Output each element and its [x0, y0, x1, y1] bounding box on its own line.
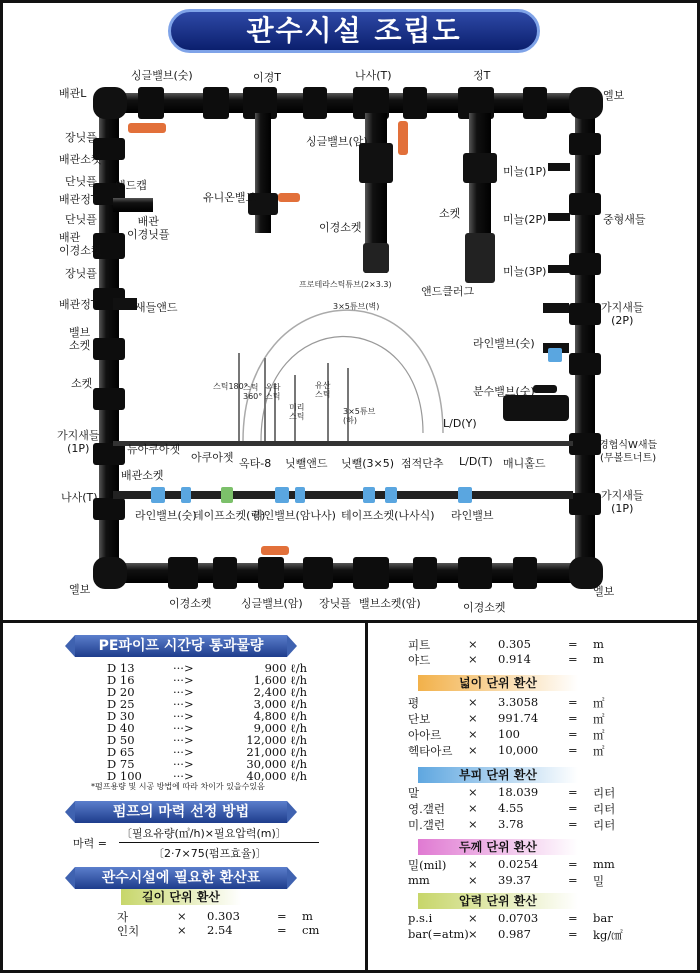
conv-factor: 0.305 [498, 637, 531, 651]
conv-factor: 0.914 [498, 652, 531, 666]
flow-row [107, 721, 307, 733]
conv-equals: = [568, 801, 578, 815]
conversion-row [408, 927, 628, 941]
label-tube: 프로테라스틱튜브(2×3.3) [299, 280, 392, 289]
label-elbow-bottom-right: 엘보 [593, 585, 615, 598]
pump-title: 펌프의 마력 선정 방법 [75, 801, 287, 823]
label-screw-tee-left: 나사(T) [61, 491, 98, 504]
assembly-diagram [3, 3, 697, 615]
conv-factor: 3.3058 [498, 695, 539, 709]
conv-equals: = [568, 711, 578, 725]
flow-arrow: ···> [173, 673, 194, 687]
flow-value: 21,000 ℓ/h [246, 745, 307, 759]
conv-result: ㎡ [593, 728, 605, 742]
label-short-nipple-1: 단닛플 [65, 175, 97, 188]
conv-unit: 피트 [408, 638, 431, 652]
conv-equals: = [568, 695, 578, 709]
conv-factor: 100 [498, 727, 520, 741]
conv-result: kg/㎠ [593, 928, 623, 942]
conversion-row [117, 909, 337, 923]
flow-arrow: ···> [173, 769, 194, 783]
conv-factor: 18.039 [498, 785, 539, 799]
conv-factor: 3.78 [498, 817, 524, 831]
conv-unit: 말 [408, 786, 420, 800]
diagram-title: 관수시설 조립도 [168, 9, 540, 53]
label-aquajet: 아쿠아젯 [191, 451, 234, 464]
conv-equals: = [568, 873, 578, 887]
label-compression-saddle: 경협식W새들 (무볼트너트) [599, 440, 658, 464]
conv-unit: 헥타아르 [408, 744, 453, 758]
conv-result: ㎡ [593, 696, 605, 710]
conv-equals: = [568, 857, 578, 871]
label-pipe-l: 배관L [59, 87, 87, 100]
label-reducer-tee: 이경T [253, 71, 281, 84]
conv-result: m [593, 652, 604, 666]
conv-factor: 991.74 [498, 711, 539, 725]
label-reducer-socket-bl: 이경소켓 [169, 597, 212, 610]
label-elbow-top-right: 엘보 [603, 89, 625, 102]
label-line-valve-m: 라인밸브(숫) [473, 337, 535, 350]
flow-value: 12,000 ℓ/h [246, 733, 307, 747]
saddle-end-branch [113, 298, 137, 310]
label-equal-tee: 정T [473, 69, 491, 82]
label-tape-socket-screw: 테이프소켓(나사식) [341, 509, 435, 522]
elbow-top-left [93, 87, 127, 119]
label-valve-socket: 밸브 소켓 [69, 326, 91, 352]
conversion-row [408, 817, 628, 831]
mist-branches [543, 163, 570, 353]
label-pipe-reducer-socket: 배관 이경소켓 [59, 231, 102, 257]
flow-size: D 100 [107, 769, 142, 783]
flow-value: 3,000 ℓ/h [253, 697, 307, 711]
flow-row [107, 733, 307, 745]
flow-row [107, 685, 307, 697]
label-screw-tee: 나사(T) [355, 69, 392, 82]
flow-value: 4,800 ℓ/h [253, 709, 307, 723]
flow-row [107, 769, 307, 781]
label-sprinkler-valve: 분수밸브(숫) [473, 385, 535, 398]
pump-numerator: 〔필요유량(㎥/h)×필요압력(m)〕 [121, 827, 287, 840]
label-stick-360: 스틱 360° [243, 383, 263, 401]
single-valve-f-handle [398, 121, 408, 155]
conv-factor: 0.0254 [498, 857, 539, 871]
conv-factor: 0.0703 [498, 911, 539, 925]
conv-equals: = [568, 927, 578, 941]
label-nipple-3x5: 닛뺄(3×5) [341, 457, 395, 470]
flow-size: D 75 [107, 757, 135, 771]
flow-value: 900 ℓ/h [264, 661, 307, 675]
label-sprinkler-stick: 유산 스틱 [315, 381, 331, 399]
flow-size: D 50 [107, 733, 135, 747]
reference-tables [3, 620, 697, 970]
label-ld-t: L/D(T) [459, 455, 493, 468]
conv-result: bar [593, 911, 613, 925]
tube-arc-inner [261, 336, 423, 441]
conversion-row [408, 727, 628, 741]
conversion-row [408, 711, 628, 725]
label-union-valve: 유니온밸브 [203, 191, 257, 204]
flow-value: 40,000 ℓ/h [246, 769, 307, 783]
conv-equals: = [568, 911, 578, 925]
fraction-bar [119, 842, 319, 843]
area-title: 넓이 단위 환산 [418, 675, 578, 691]
conv-unit: p.s.i [408, 911, 433, 925]
label-ld-y: L/D(Y) [443, 417, 477, 430]
flow-value: 2,400 ℓ/h [253, 685, 307, 699]
conv-unit: bar(=atm) [408, 927, 469, 941]
conv-unit: 인치 [117, 924, 140, 938]
flow-row [107, 697, 307, 709]
conv-result: cm [302, 923, 320, 937]
label-reducer-socket-br: 이경소켓 [463, 601, 506, 614]
label-branch-saddle-1p-left: 가지새들 (1P) [57, 429, 100, 455]
conv-unit: 영.갤런 [408, 802, 445, 816]
conv-unit: 밀(mil) [408, 858, 447, 872]
label-pipe-tee-2: 배관정T [59, 298, 98, 311]
flow-size: D 20 [107, 685, 135, 699]
conv-times: × [468, 927, 478, 941]
label-mist-stick: 미리 스틱 [289, 403, 305, 421]
pump-lhs: 마력 = [73, 837, 107, 850]
conv-equals: = [568, 727, 578, 741]
conversion-row [408, 637, 628, 651]
flow-value: 1,600 ℓ/h [253, 673, 307, 687]
flow-row [107, 673, 307, 685]
line-connectors [151, 348, 562, 503]
conv-unit: 야드 [408, 653, 431, 667]
conversion-row [408, 801, 628, 815]
conv-times: × [468, 637, 478, 651]
conv-equals: = [568, 652, 578, 666]
thickness-title: 두께 단위 환산 [418, 839, 578, 855]
conv-result: m [302, 909, 313, 923]
label-long-nipple-2: 장닛플 [65, 267, 97, 280]
volume-title: 부피 단위 환산 [418, 767, 578, 783]
conv-times: × [468, 873, 478, 887]
label-saddle-end: 새들앤드 [135, 301, 178, 314]
conversion-row [408, 873, 628, 887]
length-title: 길이 단위 환산 [121, 889, 241, 905]
conv-factor: 2.54 [207, 923, 233, 937]
conv-result: ㎡ [593, 744, 605, 758]
flow-arrow: ···> [173, 709, 194, 723]
conv-equals: = [277, 909, 287, 923]
conv-times: × [468, 911, 478, 925]
flow-size: D 40 [107, 721, 135, 735]
conv-times: × [468, 817, 478, 831]
conv-times: × [468, 785, 478, 799]
conv-equals: = [568, 637, 578, 651]
conversion-row [408, 911, 628, 925]
label-single-valve-f: 싱글밸브(암) [306, 135, 368, 148]
conv-result: mm [593, 857, 615, 871]
label-pipe-tee-1: 배관정T [59, 193, 98, 206]
elbow-top-right [569, 87, 603, 119]
label-nipple-end: 닛뺄앤드 [285, 457, 328, 470]
flow-value: 30,000 ℓ/h [246, 757, 307, 771]
label-octa-8: 옥타-8 [239, 457, 272, 470]
label-long-nipple-bottom: 장닛플 [319, 597, 351, 610]
label-end-cap: 앤드캡 [115, 179, 147, 192]
label-single-valve-m: 싱글밸브(숫) [131, 69, 193, 82]
label-stick-180: 스틱180° [213, 382, 248, 391]
flow-arrow: ···> [173, 685, 194, 699]
single-valve-m-handle [128, 123, 166, 133]
flow-arrow: ···> [173, 697, 194, 711]
conv-unit: mm [408, 873, 430, 887]
flow-row [107, 661, 307, 673]
right-panel [365, 623, 697, 973]
label-pipe-reducer-nipple: 배관 이경닛플 [127, 215, 170, 241]
label-long-nipple-1: 장닛플 [65, 131, 97, 144]
flow-arrow: ···> [173, 757, 194, 771]
conv-unit: 자 [117, 910, 129, 924]
conv-times: × [468, 695, 478, 709]
flow-table-title: PE파이프 시간당 통과물량 [75, 635, 287, 657]
label-mid-saddle: 중형새들 [603, 213, 646, 226]
conv-factor: 0.987 [498, 927, 531, 941]
flow-arrow: ···> [173, 745, 194, 759]
flow-arrow: ···> [173, 733, 194, 747]
bottom-single-valve-handle [261, 546, 289, 555]
label-new-aquajet: 뉴아쿠아젯 [127, 443, 181, 456]
flow-size: D 30 [107, 709, 135, 723]
flow-size: D 25 [107, 697, 135, 711]
conversion-row [408, 743, 628, 757]
conv-times: × [177, 909, 187, 923]
flow-size: D 13 [107, 661, 135, 675]
conversion-title: 관수시설에 필요한 환산표 [75, 867, 287, 889]
flow-size: D 16 [107, 673, 135, 687]
label-tube-2: 3×5튜브(벽) [333, 302, 380, 311]
label-tube-3x5: 3×5튜브 (하) [343, 407, 376, 425]
conv-result: 리터 [593, 786, 616, 800]
flow-size: D 65 [107, 745, 135, 759]
conversion-row [408, 652, 628, 666]
conv-times: × [468, 857, 478, 871]
label-line-valve-f: 라인밸브(암나사) [253, 509, 336, 522]
label-socket-left: 소켓 [71, 377, 93, 390]
label-pipe-socket-2: 배관소켓 [121, 469, 164, 482]
conv-unit: 아아르 [408, 728, 442, 742]
label-valve-socket-f: 밸브소켓(암) [359, 597, 421, 610]
flow-row [107, 757, 307, 769]
label-manifold: 매니홀드 [503, 457, 546, 470]
label-elbow-bottom-left: 엘보 [69, 583, 91, 596]
elbow-bottom-left [93, 557, 127, 589]
conv-equals: = [568, 743, 578, 757]
conv-equals: = [277, 923, 287, 937]
conv-result: ㎡ [593, 712, 605, 726]
conv-times: × [468, 801, 478, 815]
conv-factor: 39.37 [498, 873, 531, 887]
label-branch-saddle-1p-right: 가지새들 (1P) [601, 489, 644, 515]
label-single-valve-f-bottom: 싱글밸브(암) [241, 597, 303, 610]
conv-result: 리터 [593, 802, 616, 816]
conv-result: 밀 [593, 874, 605, 888]
label-line-valve-m2: 라인밸브(숫) [135, 509, 197, 522]
flow-note: *펌프용량 및 시공 방법에 따라 차이가 있을수있음 [91, 782, 265, 791]
conversion-row [117, 923, 337, 937]
conversion-row [408, 695, 628, 709]
conv-times: × [177, 923, 187, 937]
conv-factor: 0.303 [207, 909, 240, 923]
distribution-line-1 [113, 441, 573, 446]
conv-unit: 평 [408, 696, 420, 710]
label-mist-3p: 미늘(3P) [503, 265, 547, 278]
label-mist-1p: 미늘(1P) [503, 165, 547, 178]
conv-equals: = [568, 817, 578, 831]
flow-row [107, 709, 307, 721]
label-end-coupler: 앤드클러그 [421, 285, 475, 298]
flow-arrow: ···> [173, 661, 194, 675]
pump-denominator: 〔2·7×75(펌프효율)〕 [153, 847, 267, 860]
conv-times: × [468, 727, 478, 741]
label-tape-socket-ring: 테이프소켓(링) [193, 509, 266, 522]
flow-arrow: ···> [173, 721, 194, 735]
conv-factor: 4.55 [498, 801, 524, 815]
flow-value: 9,000 ℓ/h [253, 721, 307, 735]
conv-times: × [468, 711, 478, 725]
label-mist-2p: 미늘(2P) [503, 213, 547, 226]
conversion-row [408, 857, 628, 871]
label-octa-stick: 옥타 스틱 [265, 383, 281, 401]
label-short-nipple-2: 단닛플 [65, 213, 97, 226]
conv-unit: 미.갤런 [408, 818, 445, 832]
label-socket-inner: 소켓 [439, 207, 461, 220]
end-cap-branch [113, 198, 153, 212]
label-reducer-socket: 이경소켓 [319, 221, 362, 234]
conv-result: m [593, 637, 604, 651]
conv-times: × [468, 652, 478, 666]
conv-result: 리터 [593, 818, 616, 832]
conversion-row [408, 785, 628, 799]
label-line-valve: 라인밸브 [451, 509, 494, 522]
conv-times: × [468, 743, 478, 757]
pressure-title: 압력 단위 환산 [418, 893, 578, 909]
flow-row [107, 745, 307, 757]
conv-equals: = [568, 785, 578, 799]
conv-unit: 단보 [408, 712, 431, 726]
label-branch-saddle-2p: 가지새들 (2P) [601, 301, 644, 327]
top-main-pipe [103, 93, 593, 113]
union-valve-handle [278, 193, 300, 202]
conv-factor: 10,000 [498, 743, 539, 757]
label-drip-dot: 점적단추 [401, 457, 444, 470]
label-pipe-socket-1: 배관소켓 [59, 153, 102, 166]
left-panel [3, 623, 359, 973]
